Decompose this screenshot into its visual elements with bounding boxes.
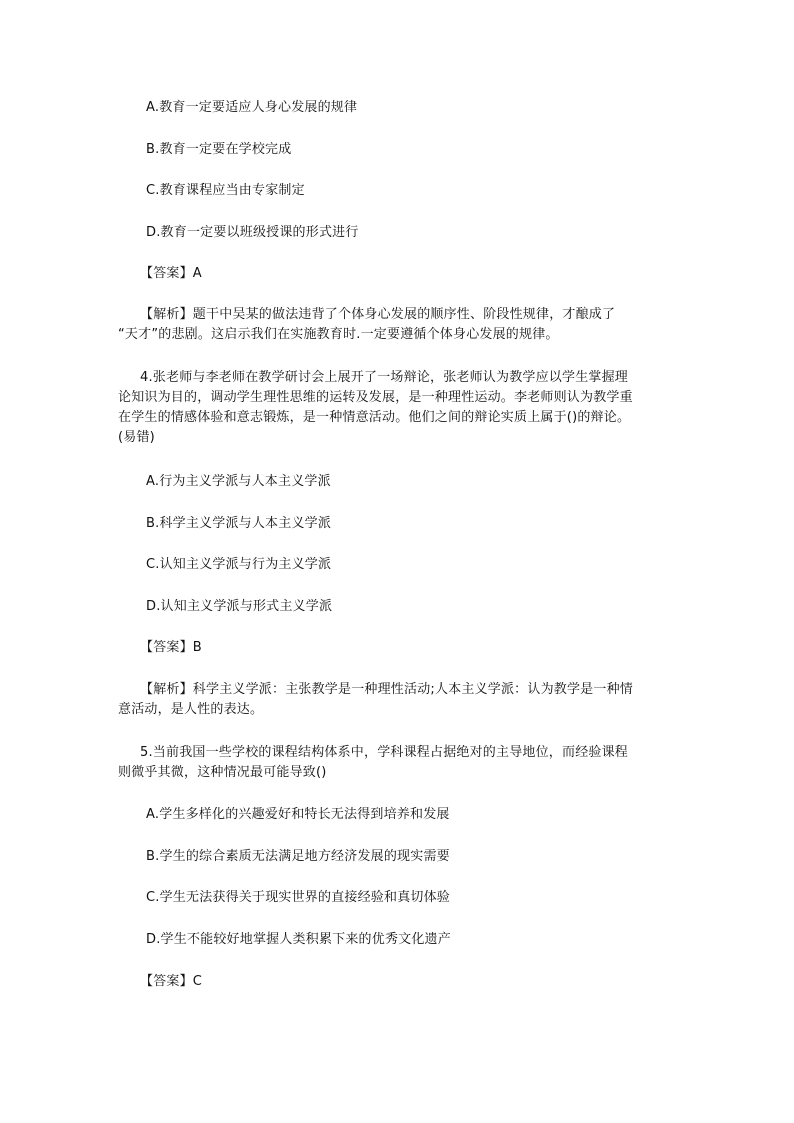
q3-analysis-line-2: “天才”的悲剧。这启示我们在实施教育时.一定要遵循个体身心发展的规律。	[118, 327, 559, 342]
q5-stem-line-1: 5.当前我国一些学校的课程结构体系中，学科课程占据绝对的主导地位，而经验课程	[140, 745, 629, 760]
q5-stem	[118, 743, 678, 783]
q4-option-c: C.认知主义学派与行为主义学派	[146, 557, 332, 572]
q4-option-b: B.科学主义学派与人本主义学派	[146, 516, 332, 531]
q4-stem-line-4: (易错)	[118, 430, 155, 445]
q4-stem-line-3: 在学生的情感体验和意志锻炼，是一种情意活动。他们之间的辩论实质上属于()的辩论。	[118, 410, 631, 425]
q3-option-b: B.教育一定要在学校完成	[146, 142, 292, 157]
q3-analysis	[118, 305, 678, 345]
q3-option-a: A.教育一定要适应人身心发展的规律	[146, 100, 358, 115]
q4-analysis	[118, 680, 678, 720]
q4-stem-line-1: 4.张老师与李老师在教学研讨会上展开了一场辩论，张老师认为教学应以学生掌握理	[140, 370, 629, 385]
q5-option-a: A.学生多样化的兴趣爱好和特长无法得到培养和发展	[146, 807, 450, 822]
q5-option-b: B.学生的综合素质无法满足地方经济发展的现实需要	[146, 849, 450, 864]
q5-stem-line-2: 则微乎其微，这种情况最可能导致()	[118, 765, 327, 780]
q4-option-d: D.认知主义学派与形式主义学派	[146, 599, 333, 614]
q4-analysis-line-1: 【解析】科学主义学派：主张教学是一种理性活动;人本主义学派：认为教学是一种情	[140, 682, 633, 697]
q3-option-d: D.教育一定要以班级授课的形式进行	[146, 225, 359, 240]
q5-option-d: D.学生不能较好地掌握人类积累下来的优秀文化遗产	[146, 932, 451, 947]
q4-answer: 【答案】B	[140, 640, 202, 655]
q5-answer: 【答案】C	[140, 974, 203, 989]
q4-stem-line-2: 论知识为目的，调动学生理性思维的运转及发展，是一种理性运动。李老师则认为教学重	[118, 390, 633, 405]
q5-option-c: C.学生无法获得关于现实世界的直接经验和真切体验	[146, 890, 451, 905]
q3-analysis-line-1: 【解析】题干中吴某的做法违背了个体身心发展的顺序性、阶段性规律，才酿成了	[140, 307, 616, 322]
q3-option-c: C.教育课程应当由专家制定	[146, 183, 305, 198]
q4-option-a: A.行为主义学派与人本主义学派	[146, 474, 331, 489]
q3-answer: 【答案】A	[140, 266, 202, 281]
q4-stem	[118, 368, 678, 448]
q4-analysis-line-2: 意活动，是人性的表达。	[118, 702, 264, 717]
